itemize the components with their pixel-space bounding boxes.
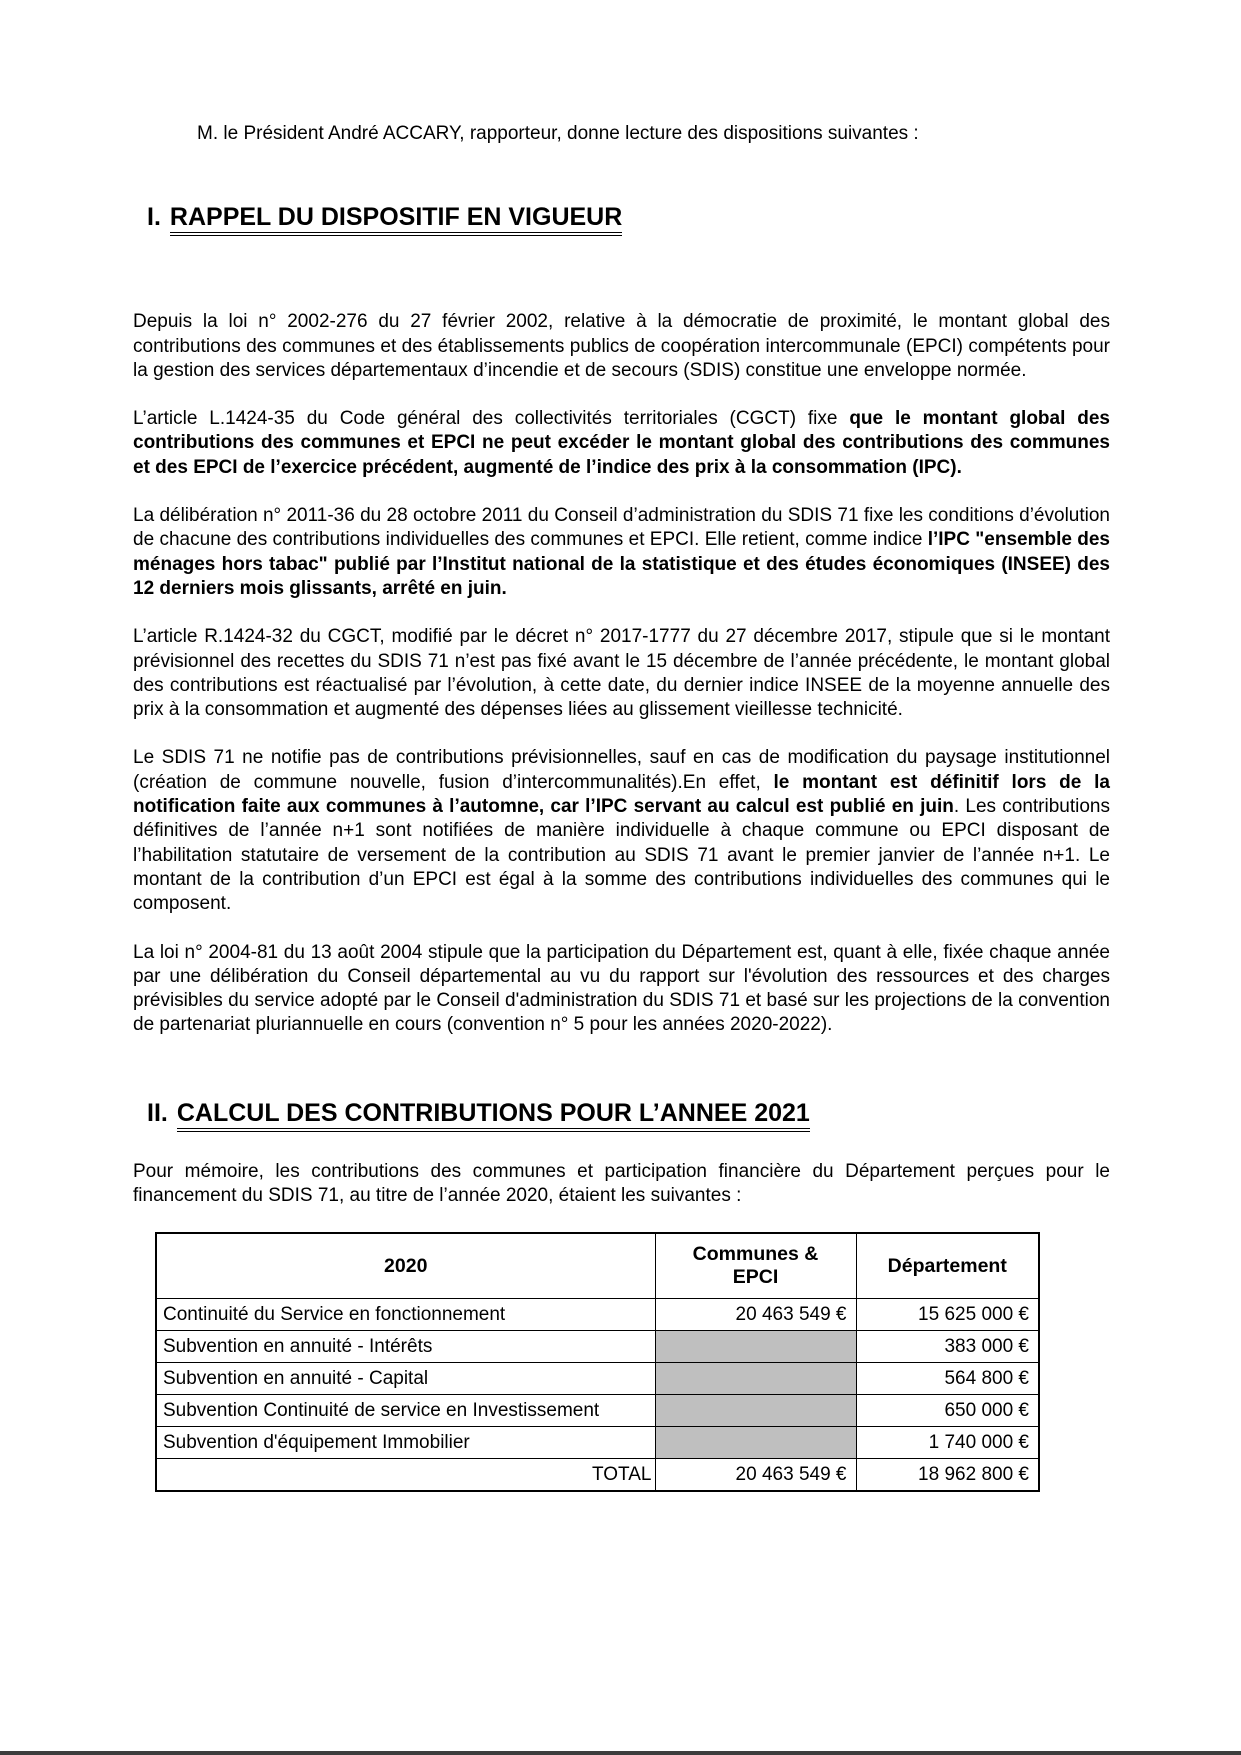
table-header-row — [156, 1233, 1039, 1299]
contributions-2020-table — [155, 1232, 1040, 1492]
text-run: Depuis la loi n° 2002-276 du 27 février 2002, relative à la démocratie de proximité, le montant global des contributions des communes et des établissements publics de coopération intercommunale (EPCI) compétents pour la gestion des services départementaux d’incendie et de secours (SDIS) constitue une enveloppe normée. — [133, 311, 1110, 381]
paragraph — [133, 746, 1110, 916]
table-row — [156, 1395, 1039, 1427]
paragraph — [133, 310, 1110, 383]
total-label: TOTAL — [156, 1459, 655, 1492]
communes-epci-value — [655, 1363, 856, 1395]
section-1-body — [133, 310, 1110, 1037]
header-communes-epci — [655, 1233, 856, 1299]
table-row — [156, 1331, 1039, 1363]
text-run: L’article L.1424-35 du Code général des collectivités territoriales (CGCT) fixe — [133, 408, 850, 430]
header-departement: Département — [856, 1233, 1039, 1299]
communes-epci-value — [655, 1427, 856, 1459]
table-row — [156, 1427, 1039, 1459]
communes-epci-value — [655, 1395, 856, 1427]
paragraph — [133, 504, 1110, 601]
row-label: Continuité du Service en fonctionnement — [156, 1299, 655, 1331]
total-communes-epci-value: 20 463 549 € — [655, 1459, 856, 1492]
paragraph — [133, 625, 1110, 722]
text-run: Le SDIS 71 ne notifie pas de contributions prévisionnelles, sauf en cas de modification du paysage institutionnel (création de commune nouvelle, fusion d’intercommunalités).En effet, — [133, 747, 1110, 793]
section-2-title: CALCUL DES CONTRIBUTIONS POUR L’ANNEE 2021 — [177, 1099, 810, 1132]
intro-paragraph: M. le Président André ACCARY, rapporteur, donne lecture des dispositions suivantes : — [197, 123, 919, 144]
row-label: Subvention d'équipement Immobilier — [156, 1427, 655, 1459]
row-label: Subvention en annuité - Capital — [156, 1363, 655, 1395]
communes-epci-value: 20 463 549 € — [655, 1299, 856, 1331]
table-header — [156, 1233, 1039, 1299]
departement-value: 564 800 € — [856, 1363, 1039, 1395]
departement-value: 1 740 000 € — [856, 1427, 1039, 1459]
table-row — [156, 1299, 1039, 1331]
bold-text-run: l’IPC "ensemble des ménages hors tabac" publié par l’Institut national de la statistique et des études économiques (INSEE) des 12 derniers mois glissants, arrêté en juin. — [133, 529, 1110, 599]
paragraph — [133, 1160, 1110, 1209]
page-bottom-edge — [0, 1751, 1241, 1755]
departement-value: 650 000 € — [856, 1395, 1039, 1427]
table-total-row — [156, 1459, 1039, 1492]
paragraph — [133, 407, 1110, 480]
total-departement-value: 18 962 800 € — [856, 1459, 1039, 1492]
communes-epci-value — [655, 1331, 856, 1363]
section-1-heading — [147, 202, 1110, 232]
section-1-title: RAPPEL DU DISPOSITIF EN VIGUEUR — [170, 203, 622, 236]
row-label: Subvention en annuité - Intérêts — [156, 1331, 655, 1363]
header-communes-epci-label: Communes & EPCI — [692, 1243, 819, 1289]
text-run: La délibération n° 2011-36 du 28 octobre 2011 du Conseil d’administration du SDIS 71 fixe les conditions d’évolution de chacune des contributions individuelles des communes et EPCI. Elle retient, comme indice — [133, 505, 1110, 551]
bold-text-run: le montant est définitif lors de la notification faite aux communes à l’automne, car l’IPC servant au calcul est publié en juin — [133, 771, 1110, 818]
text-run: L’article R.1424-32 du CGCT, modifié par le décret n° 2017-1777 du 27 décembre 2017, stipule que si le montant prévisionnel des recettes du SDIS 71 n’est pas fixé avant le 15 décembre de l’année précédente, le montant global des contributions est réactualisé par l’évolution, à cette date, du dernier indice INSEE de la moyenne annuelle des prix à la consommation et augmenté des dépenses liées au glissement vieillesse technicité. — [133, 626, 1110, 721]
text-run: La loi n° 2004-81 du 13 août 2004 stipule que la participation du Département est, quant à elle, fixée chaque année par une délibération du Conseil départemental au vu du rapport sur l'évolution des ressources et des charges prévisibles du service adopté par le Conseil d'administration du SDIS 71 et basé sur les projections de la convention de partenariat pluriannuelle en cours (convention n° 5 pour les années 2020-2022). — [133, 941, 1110, 1036]
paragraph — [133, 941, 1110, 1038]
section-2-heading — [147, 1098, 1110, 1128]
table-row — [156, 1363, 1039, 1395]
departement-value: 15 625 000 € — [856, 1299, 1039, 1331]
departement-value: 383 000 € — [856, 1331, 1039, 1363]
header-year: 2020 — [156, 1233, 655, 1299]
section-2-body — [133, 1160, 1110, 1209]
row-label: Subvention Continuité de service en Investissement — [156, 1395, 655, 1427]
bold-text-run: que le montant global des contributions des communes et EPCI ne peut excéder le montant global des contributions des communes et des EPCI de l’exercice précédent, augmenté de l’indice des prix à la consommation (IPC). — [133, 408, 1110, 478]
section-1-number: I. — [147, 203, 161, 232]
section-2-number: II. — [147, 1098, 168, 1127]
text-run: Pour mémoire, les contributions des communes et participation financière du Département perçues pour le financement du SDIS 71, au titre de l’année 2020, étaient les suivantes : — [133, 1160, 1110, 1207]
text-run: . Les contributions définitives de l’année n+1 sont notifiées de manière individuelle à chaque commune ou EPCI disposant de l’habilitation statutaire de versement de la contribution au SDIS 71 avant le premier janvier de l’année n+1. Le montant de la contribution d’un EPCI est égal à la somme des contributions individuelles des communes qui le composent. — [133, 796, 1110, 915]
